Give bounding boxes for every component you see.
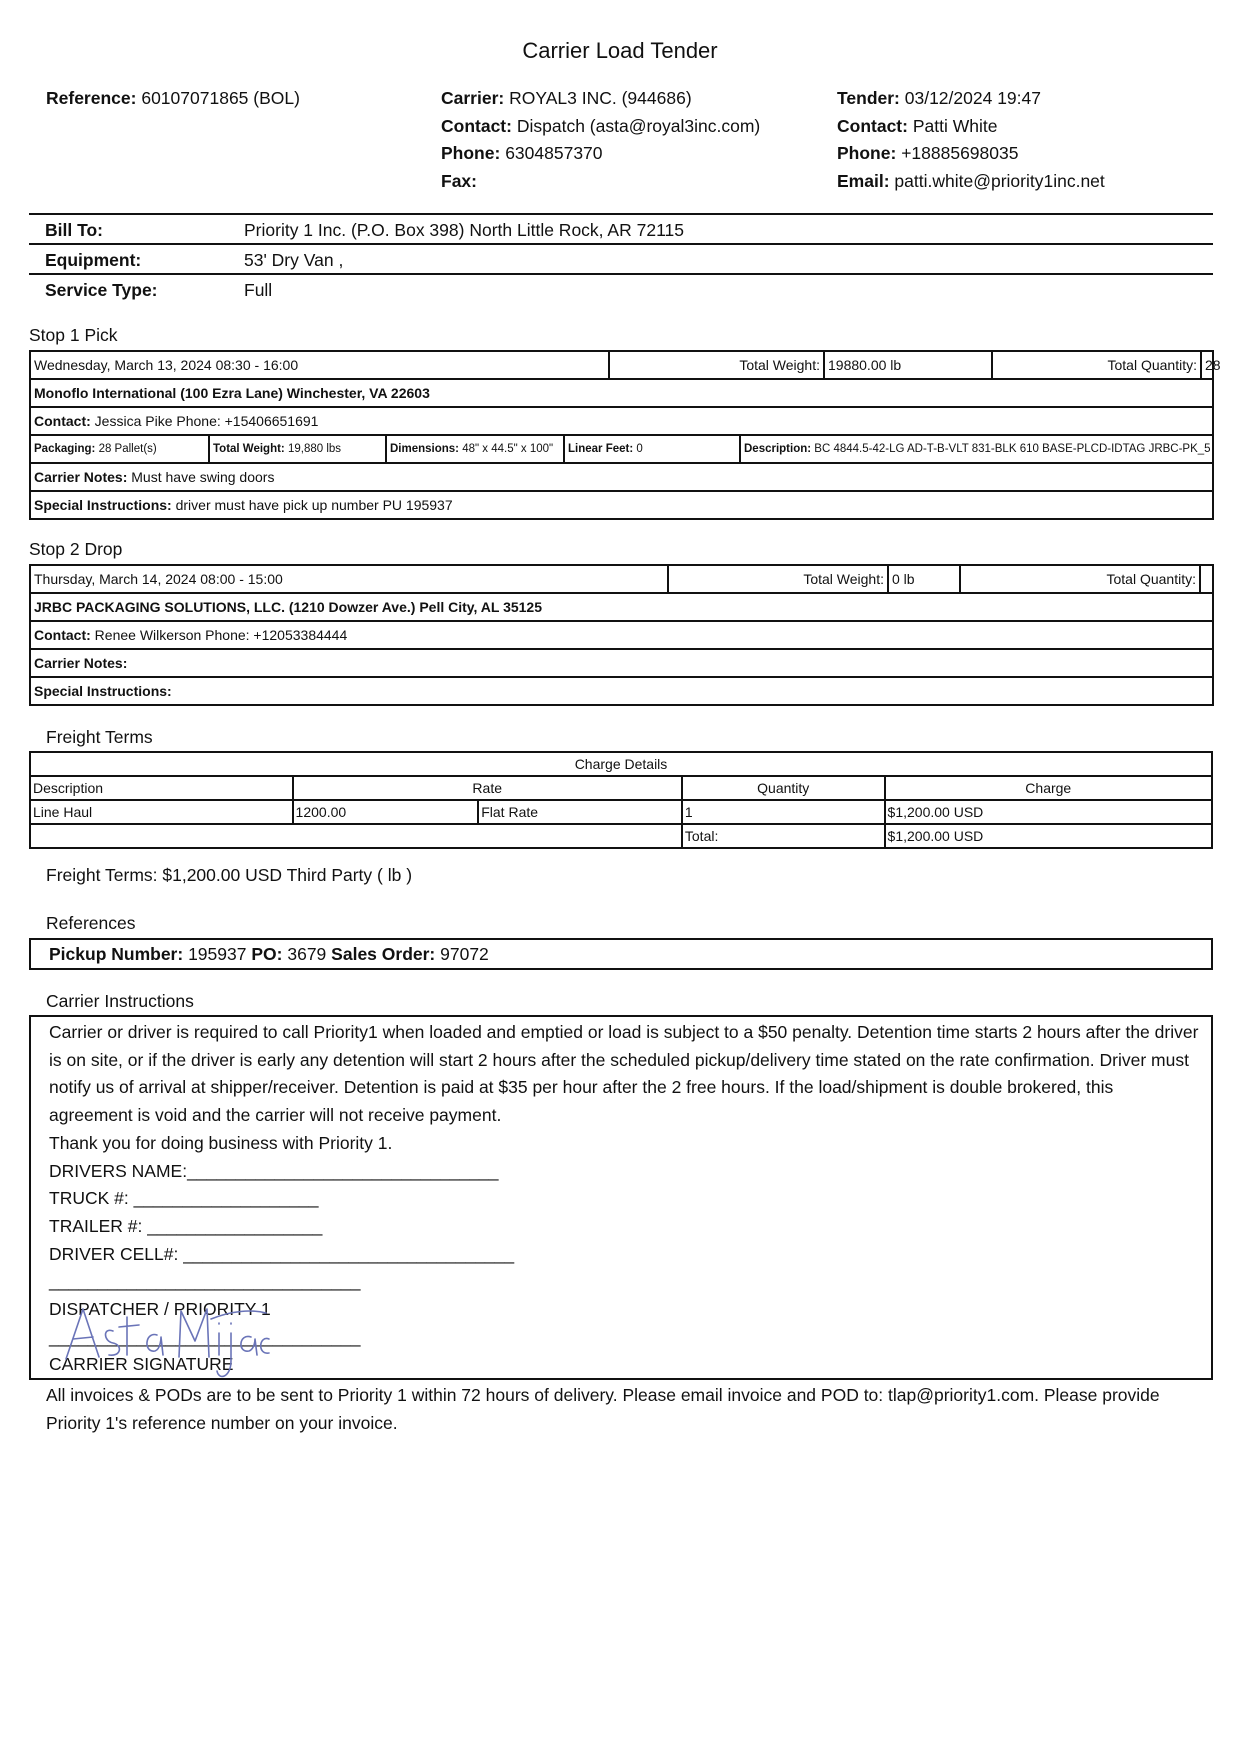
freight-header-row — [30, 776, 1212, 800]
stop2-carrier-notes-row — [31, 650, 1212, 678]
stop1-linear-feet — [563, 436, 739, 462]
carrier-fax-label: Fax: — [441, 170, 477, 191]
weight-label: Total Weight: — [213, 443, 285, 455]
trailer-line: TRAILER #: __________________ — [49, 1215, 323, 1236]
carrier-contact-value: Dispatch (asta@royal3inc.com) — [516, 115, 761, 136]
total-label: Total: — [682, 824, 885, 848]
stop2-location: JRBC PACKAGING SOLUTIONS, LLC. (1210 Dowzer Ave.) Pell City, AL 35125 — [34, 599, 543, 615]
stop1-special-instructions-value: driver must have pick up number PU 195937 — [175, 497, 453, 513]
document-title: Carrier Load Tender — [522, 38, 718, 63]
stop1-details-row — [31, 436, 1212, 464]
email-label: Email: — [837, 170, 890, 191]
stop2-location-row — [31, 594, 1212, 622]
stop2-contact-row — [31, 622, 1212, 650]
stop1-contact-value: Jessica Pike Phone: +15406651691 — [94, 413, 319, 429]
stop2-contact-label: Contact: — [34, 627, 91, 643]
contact-label: Contact: — [837, 115, 908, 136]
reference-label: Reference: — [46, 88, 137, 108]
charge-details-row — [30, 752, 1212, 776]
tender-block — [837, 85, 1105, 195]
stop2-schedule-row — [31, 566, 1212, 594]
carrier-value: ROYAL3 INC. (944686) — [509, 88, 692, 108]
carrier-signature-line: ________________________________ — [49, 1326, 361, 1347]
packaging-value: 28 Pallet(s) — [98, 443, 157, 455]
stop1-datetime: Wednesday, March 13, 2024 08:30 - 16:00 — [34, 357, 299, 373]
stop1-total-weight-label: Total Weight: — [608, 352, 823, 378]
stop1-schedule-row — [31, 352, 1221, 380]
stop1-special-instructions-label: Special Instructions: — [34, 497, 172, 513]
dispatcher-signature-line: ________________________________ — [49, 1271, 361, 1292]
stop1-dimensions — [385, 436, 563, 462]
instructions-paragraph: Carrier or driver is required to call Priority1 when loaded and emptied or load is subject to a $50 penalty. Detention time starts 2 hours after the driver is on site, or if the driver is early any detention will start 2 hours after the scheduled pickup/delivery time stated on the rate confirmation. Driver must notify us of arrival at shipper/receiver. Detention is paid at $35 per hour after the 2 free hours. If the load/shipment is double brokered, this agreement is void and the carrier will not receive payment. — [49, 1022, 1199, 1126]
stop1-total-quantity-value: 28 — [1200, 352, 1212, 378]
stop2-special-instructions-row — [31, 678, 1212, 704]
dispatcher-label: DISPATCHER / PRIORITY 1 — [49, 1299, 271, 1320]
stop2-datetime: Thursday, March 14, 2024 08:00 - 15:00 — [34, 571, 283, 587]
reference-block — [46, 85, 300, 113]
pickup-number-label: Pickup Number: — [49, 944, 184, 964]
col-quantity: Quantity — [682, 776, 885, 800]
stop1-total-quantity-label: Total Quantity: — [991, 352, 1200, 378]
stop2-total-quantity-value — [1199, 566, 1212, 592]
pickup-number-value: 195937 — [188, 944, 247, 964]
stop2-heading: Stop 2 Drop — [29, 539, 123, 559]
sales-order-value: 97072 — [440, 944, 489, 964]
bill-to-row — [29, 216, 1213, 245]
equipment-label: Equipment: — [45, 250, 142, 270]
phone-label: Phone: — [837, 143, 897, 163]
divider — [29, 213, 1213, 215]
driver-cell-line: DRIVER CELL#: __________________________________ — [49, 1243, 515, 1264]
equipment-row — [29, 246, 1213, 275]
charge-details-title: Charge Details — [30, 752, 1212, 776]
col-rate: Rate — [293, 776, 682, 800]
linear-feet-label: Linear Feet: — [568, 443, 634, 455]
stop1-contact-row — [31, 408, 1212, 436]
service-type-row — [29, 276, 1213, 305]
stop2-total-weight-label: Total Weight: — [667, 566, 887, 592]
divider — [29, 243, 1213, 245]
carrier-contact-label: Contact: — [441, 115, 512, 136]
freight-table — [29, 751, 1213, 849]
stop1-carrier-notes-value: Must have swing doors — [131, 469, 275, 485]
dimensions-label: Dimensions: — [390, 443, 460, 455]
stop2-contact-value: Renee Wilkerson Phone: +12053384444 — [94, 627, 348, 643]
email-value: patti.white@priority1inc.net — [894, 170, 1105, 191]
stop1-packaging — [31, 436, 208, 462]
references-heading: References — [46, 913, 136, 933]
drivers-name-line: DRIVERS NAME:________________________________ — [49, 1160, 499, 1181]
stop1-special-instructions-row — [31, 492, 1212, 518]
sales-order-label: Sales Order: — [331, 944, 436, 964]
stop2-carrier-notes-label: Carrier Notes: — [34, 655, 128, 671]
po-label: PO: — [251, 944, 283, 964]
truck-line: TRUCK #: ___________________ — [49, 1188, 319, 1209]
stop1-heading: Stop 1 Pick — [29, 325, 118, 345]
footer-note: All invoices & PODs are to be sent to Priority 1 within 72 hours of delivery. Please email invoice and POD to: tlap@priority1.com. Please provide Priority 1's reference number on your invoice. — [46, 1385, 1160, 1433]
dimensions-value: 48" x 44.5" x 100" — [462, 443, 554, 455]
contact-value: Patti White — [912, 115, 998, 136]
packaging-label: Packaging: — [34, 443, 96, 455]
stop1-weight — [208, 436, 385, 462]
bill-to-label: Bill To: — [45, 220, 103, 240]
instructions-box — [29, 1015, 1213, 1380]
description-value: BC 4844.5-42-LG AD-T-B-VLT 831-BLK 610 BASE-PLCD-IDTAG JRBC-PK_5 — [814, 443, 1211, 455]
description-label: Description: — [744, 443, 812, 455]
table-row — [30, 800, 1212, 824]
stop1-total-weight-value: 19880.00 lb — [823, 352, 991, 378]
stop1-location: Monoflo International (100 Ezra Lane) Winchester, VA 22603 — [34, 385, 430, 401]
line-rate: 1200.00 — [293, 800, 479, 824]
stop1-location-row — [31, 380, 1212, 408]
line-quantity: 1 — [682, 800, 885, 824]
references-box — [29, 938, 1213, 970]
carrier-block — [441, 85, 760, 195]
reference-value: 60107071865 (BOL) — [141, 88, 300, 108]
stop1-carrier-notes-label: Carrier Notes: — [34, 469, 128, 485]
instructions-heading: Carrier Instructions — [46, 991, 194, 1011]
col-charge: Charge — [885, 776, 1212, 800]
service-type-value: Full — [244, 280, 273, 300]
line-description: Line Haul — [30, 800, 293, 824]
carrier-phone-label: Phone: — [441, 143, 501, 163]
line-charge: $1,200.00 USD — [885, 800, 1212, 824]
col-description: Description — [30, 776, 293, 800]
carrier-label: Carrier: — [441, 88, 505, 108]
stop1-contact-label: Contact: — [34, 413, 91, 429]
stop1-box — [29, 350, 1221, 520]
phone-value: +18885698035 — [901, 143, 1019, 163]
freight-heading: Freight Terms — [46, 727, 153, 747]
total-value: $1,200.00 USD — [885, 824, 1212, 848]
divider — [29, 273, 1213, 275]
total-spacer — [30, 824, 682, 848]
freight-terms-summary: Freight Terms: $1,200.00 USD Third Party ( lb ) — [46, 865, 413, 885]
stop2-box — [29, 564, 1214, 706]
line-rate-type: Flat Rate — [478, 800, 682, 824]
stop2-total-quantity-label: Total Quantity: — [959, 566, 1199, 592]
stop1-description — [739, 436, 1212, 462]
stop2-special-instructions-label: Special Instructions: — [34, 683, 172, 699]
bill-to-value: Priority 1 Inc. (P.O. Box 398) North Little Rock, AR 72115 — [244, 220, 684, 240]
handwritten-signature — [61, 1297, 271, 1387]
tender-label: Tender: — [837, 88, 900, 108]
tender-value: 03/12/2024 19:47 — [904, 88, 1041, 108]
linear-feet-value: 0 — [636, 443, 643, 455]
total-row — [30, 824, 1212, 848]
stop2-total-weight-value: 0 lb — [887, 566, 959, 592]
service-type-label: Service Type: — [45, 280, 158, 300]
weight-value: 19,880 lbs — [287, 443, 342, 455]
carrier-phone-value: 6304857370 — [505, 143, 603, 163]
stop1-carrier-notes-row — [31, 464, 1212, 492]
equipment-value: 53' Dry Van , — [244, 250, 344, 270]
po-value: 3679 — [287, 944, 327, 964]
instructions-thanks: Thank you for doing business with Priority 1. — [49, 1132, 393, 1153]
carrier-signature-label: CARRIER SIGNATURE — [49, 1354, 234, 1375]
